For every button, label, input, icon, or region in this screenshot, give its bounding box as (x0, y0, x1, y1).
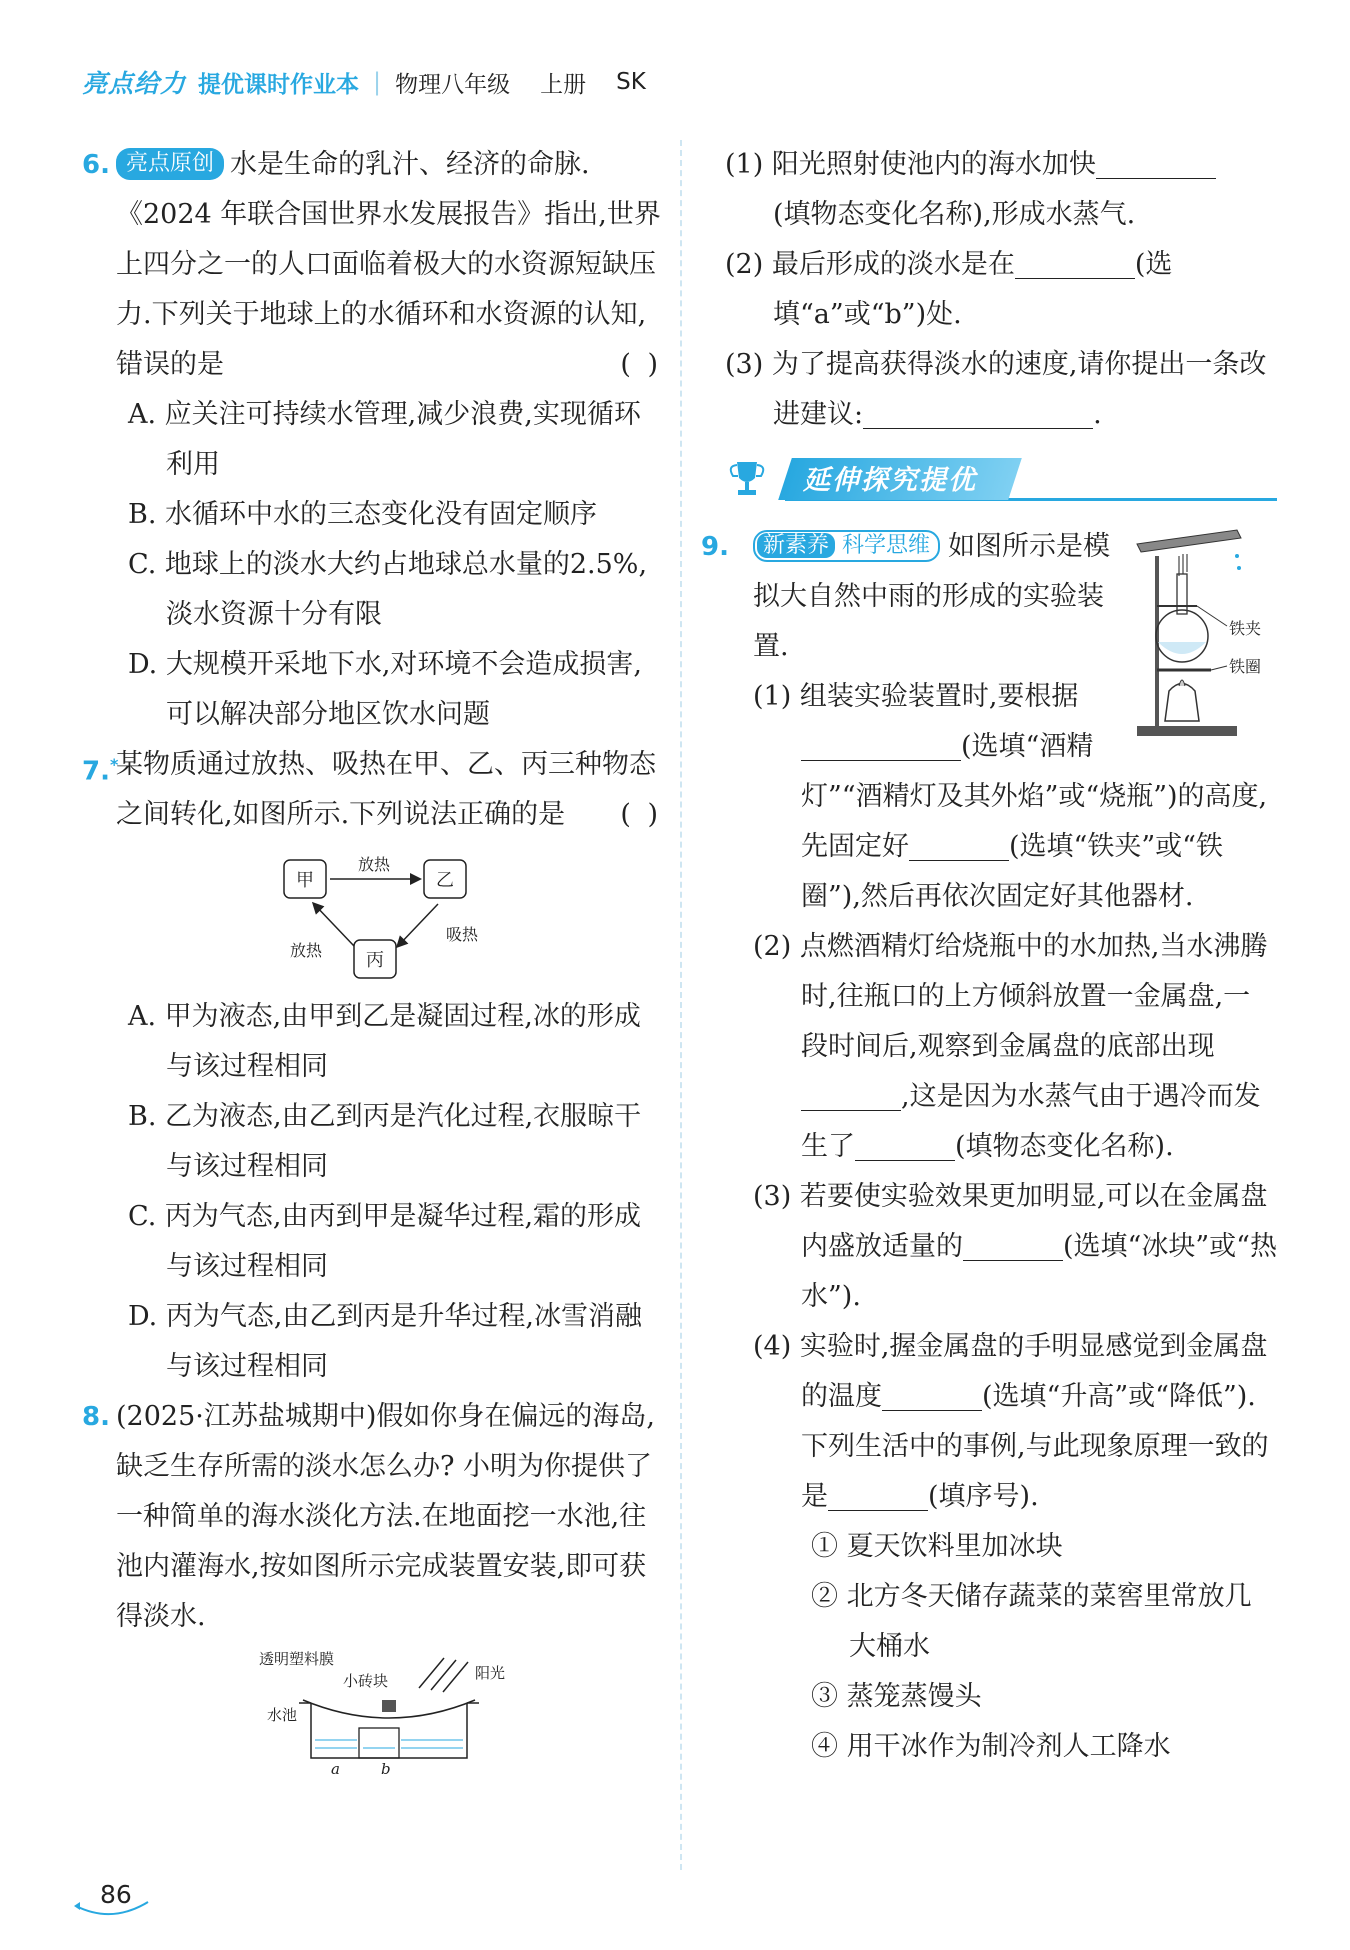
q8-sub2: (2) 最后形成的淡水是在 (选填“a”或“b”)处. (725, 240, 1277, 340)
label-left-arrow: 放热 (289, 941, 323, 960)
question-stem: (2025·江苏盐城期中)假如你身在偏远的海岛,缺乏生存所需的淡水怎么办? 小明为你提供了一种简单的海水淡化方法.在地面挖一水池,往池内灌海水,按如图所示完成装置安装,即可获得淡水. (116, 1401, 655, 1632)
label-pool: 水池 (267, 1706, 298, 1724)
volume-label: 上册 (540, 71, 587, 98)
question-stem: 如图所示是模拟大自然中雨的形成的实验装置. (753, 531, 1111, 662)
q9-sub2: (2) 点燃酒精灯给烧瓶中的水加热,当水沸腾时,往瓶口的上方倾斜放置一金属盘,一段时间后,观察到金属盘的底部出现,这是因为水蒸气由于遇冷而发生了 (填物态变化名称). (753, 931, 1268, 1162)
page-number: 86 (100, 1880, 132, 1909)
option-c: C. 地球上的淡水大约占地球总水量的2.5%,淡水资源十分有限 (128, 549, 648, 630)
answer-blank[interactable] (1096, 144, 1216, 179)
item-1: ① 夏天饮料里加冰块 (811, 1531, 1063, 1562)
question-6 (82, 140, 662, 740)
answer-blank[interactable] (1015, 244, 1135, 279)
state-bing: 丙 (366, 950, 384, 971)
q8-sub1: (1) 阳光照射使池内的海水加快 (填物态变化名称),形成水蒸气. (725, 140, 1277, 240)
question-number: 7.* (82, 755, 119, 787)
option-a: A. 应关注可持续水管理,减少浪费,实现循环利用 (128, 399, 641, 480)
option-d: D. 大规模开采地下水,对环境不会造成损害,可以解决部分地区饮水问题 (128, 649, 643, 730)
option-d: D. 丙为气态,由乙到丙是升华过程,冰雪消融与该过程相同 (128, 1301, 643, 1382)
left-column (82, 140, 662, 1784)
rain-apparatus-figure (1127, 526, 1277, 746)
label-b: b (381, 1760, 391, 1778)
subject-label: 物理八年级 (395, 71, 511, 98)
label-right-arrow: 吸热 (445, 925, 479, 944)
header-divider: | (373, 68, 382, 96)
section-banner (725, 452, 1277, 508)
label-clamp: 铁夹 (1229, 619, 1262, 638)
right-column (701, 140, 1277, 1772)
q8-sub3: (3) 为了提高获得淡水的速度,请你提出一条改进建议: . (725, 349, 1267, 430)
question-number: 9. (701, 532, 729, 562)
option-b: B. 乙为液态,由乙到丙是汽化过程,衣服晾干与该过程相同 (128, 1101, 642, 1182)
q9-sub3: (3) 若要使实验效果更加明显,可以在金属盘内盛放适量的 (选填“冰块”或“热水”). (753, 1181, 1277, 1312)
desalination-figure (239, 1648, 539, 1778)
answer-blank[interactable] (963, 1226, 1063, 1261)
answer-blank[interactable] (801, 726, 961, 761)
label-ring: 铁圈 (1229, 657, 1262, 676)
label-film: 透明塑料膜 (259, 1650, 335, 1668)
option-b: B. 水循环中水的三态变化没有固定顺序 (128, 499, 598, 530)
label-top-arrow: 放热 (357, 855, 391, 874)
answer-blank[interactable] (828, 1476, 928, 1511)
label-brick: 小砖块 (343, 1672, 389, 1690)
item-4: ④ 用干冰作为制冷剂人工降水 (811, 1731, 1171, 1762)
q9-sub4: (4) 实验时,握金属盘的手明显感觉到金属盘的温度 (选填“升高”或“降低”).下列生活中的事例,与此现象原理一致的是 (填序号). (753, 1331, 1269, 1512)
question-8 (82, 1392, 662, 1778)
state-yi: 乙 (436, 870, 454, 891)
label-sun: 阳光 (475, 1664, 506, 1682)
answer-bracket: ( ) (620, 349, 662, 380)
answer-blank[interactable] (801, 1076, 901, 1111)
question-number: 6. (82, 150, 110, 180)
answer-blank[interactable] (882, 1376, 982, 1411)
answer-bracket: ( ) (620, 799, 662, 830)
section-title: 延伸探究提优 (803, 465, 977, 496)
item-2: ② 北方冬天储存蔬菜的菜窖里常放几大桶水 (811, 1581, 1252, 1662)
edition-label: SK (616, 69, 646, 95)
q9-sub1: (1) 组装实验装置时,要根据(选填“酒精灯”“酒精灯及其外焰”或“烧瓶”)的高度,先固定好 (选填“铁夹”或“铁圈”),然后再依次固定好其他器材. (753, 681, 1268, 912)
trophy-icon (725, 456, 769, 500)
column-divider (680, 140, 682, 1870)
option-a: A. 甲为液态,由甲到乙是凝固过程,冰的形成与该过程相同 (128, 1001, 641, 1082)
state-jia: 甲 (296, 870, 314, 891)
state-change-diagram (274, 846, 504, 986)
answer-blank[interactable] (855, 1126, 955, 1161)
question-stem: 某物质通过放热、吸热在甲、乙、丙三种物态之间转化,如图所示.下列说法正确的是 (116, 749, 656, 830)
question-7 (82, 740, 662, 1392)
label-a: a (331, 1760, 340, 1778)
answer-blank[interactable] (909, 826, 1009, 861)
option-c: C. 丙为气态,由丙到甲是凝华过程,霜的形成与该过程相同 (128, 1201, 642, 1282)
series-title: 提优课时作业本 (198, 71, 360, 98)
question-9 (701, 522, 1277, 1772)
original-tag: 亮点原创 (116, 148, 224, 180)
brand-logo: 亮点给力 (82, 69, 187, 98)
literacy-tag: 新素养 科学思维 (753, 530, 940, 562)
question-8-subquestions (725, 140, 1277, 440)
item-3: ③ 蒸笼蒸馒头 (811, 1681, 982, 1712)
answer-blank[interactable] (863, 394, 1093, 429)
question-stem: 水是生命的乳汁、经济的命脉.《2024 年联合国世界水发展报告》指出,世界上四分之一的人口面临着极大的水资源短缺压力.下列关于地球上的水循环和水资源的认知,错误的是 (116, 149, 661, 380)
page-header (82, 62, 1290, 102)
question-number: 8. (82, 1402, 110, 1432)
